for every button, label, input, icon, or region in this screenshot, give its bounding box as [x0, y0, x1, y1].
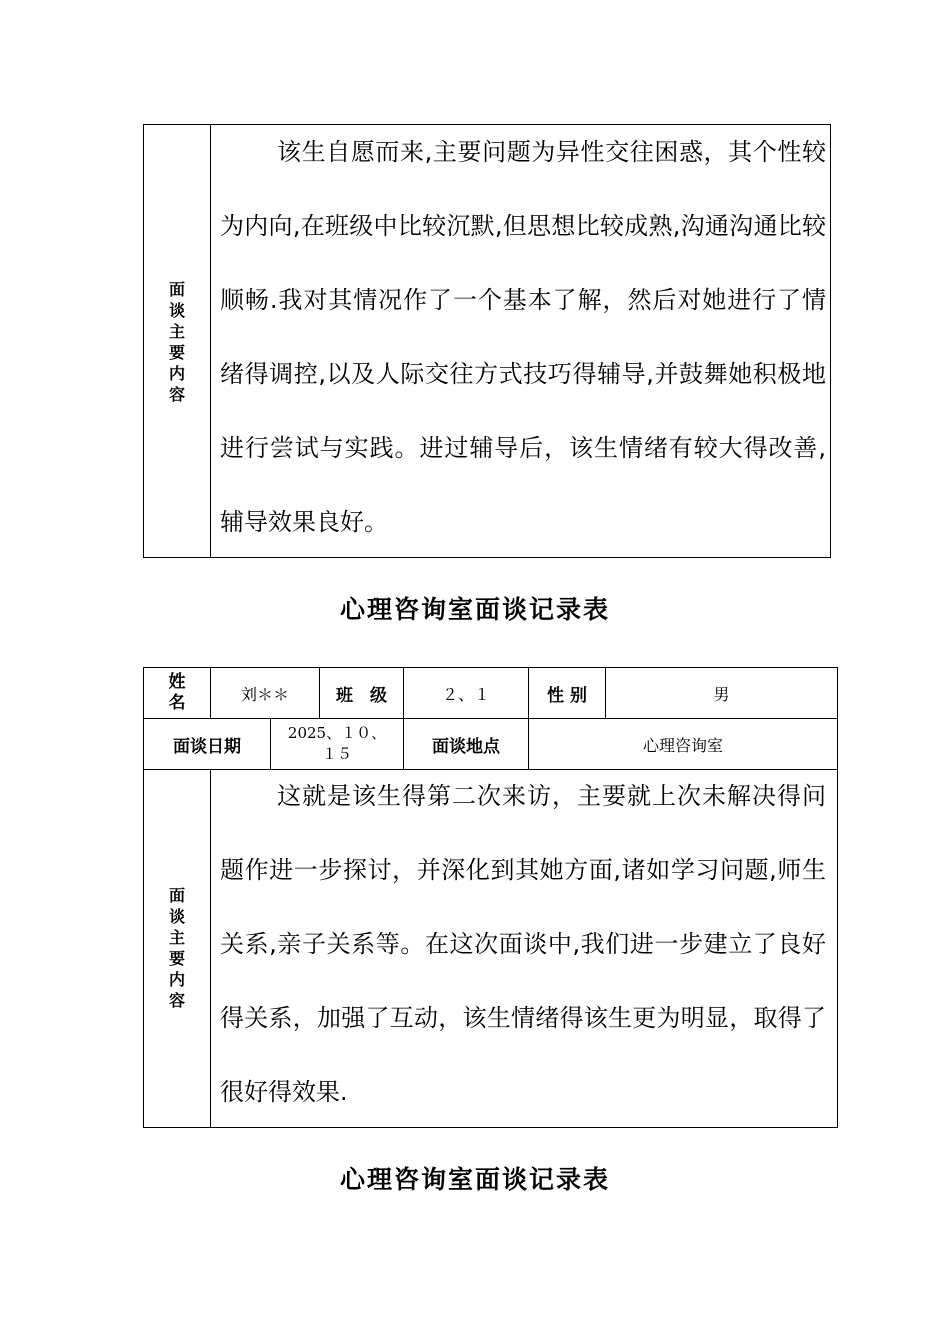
date-label: 面谈日期	[173, 736, 241, 757]
record1-divider	[210, 124, 211, 558]
name-label: 姓 名	[168, 672, 186, 713]
page-title-1: 心理咨询室面谈记录表	[339, 595, 610, 624]
place-value: 心理咨询室	[642, 735, 723, 755]
gender-label: 性 别	[547, 685, 587, 706]
class-value: ２、１	[441, 684, 490, 704]
record2-content: 这就是该生得第二次来访，主要就上次未解决得问题作进一步探讨，并深化到其她方面,诸如学习问题,师生关系,亲子关系等。在这次面谈中,我们进一步建立了良好得关系，加强了互动，该生情绪得该生更为明显，取得了很好得效果.	[220, 782, 826, 1106]
date-value: 2025、１０、 １５	[287, 724, 387, 763]
record1-content-label: 面 谈 主 要 内 容	[168, 280, 185, 404]
gender-value: 男	[713, 684, 730, 704]
place-label: 面谈地点	[432, 736, 500, 757]
record2-col-divider	[210, 769, 211, 1128]
record2-content-label: 面 谈 主 要 内 容	[168, 886, 185, 1010]
page-title-2: 心理咨询室面谈记录表	[339, 1165, 610, 1194]
name-value: 刘＊＊	[240, 684, 289, 704]
class-label: 班 级	[336, 685, 387, 706]
record1-content: 该生自愿而来,主要问题为异性交往困惑，其个性较为内向,在班级中比较沉默,但思想比较成熟,沟通沟通比较顺畅.我对其情况作了一个基本了解，然后对她进行了情绪得调控,以及人际交往方式技巧得辅导,并鼓舞她积极地进行尝试与实践。进过辅导后，该生情绪有较大得改善,辅导效果良好。	[220, 138, 826, 536]
